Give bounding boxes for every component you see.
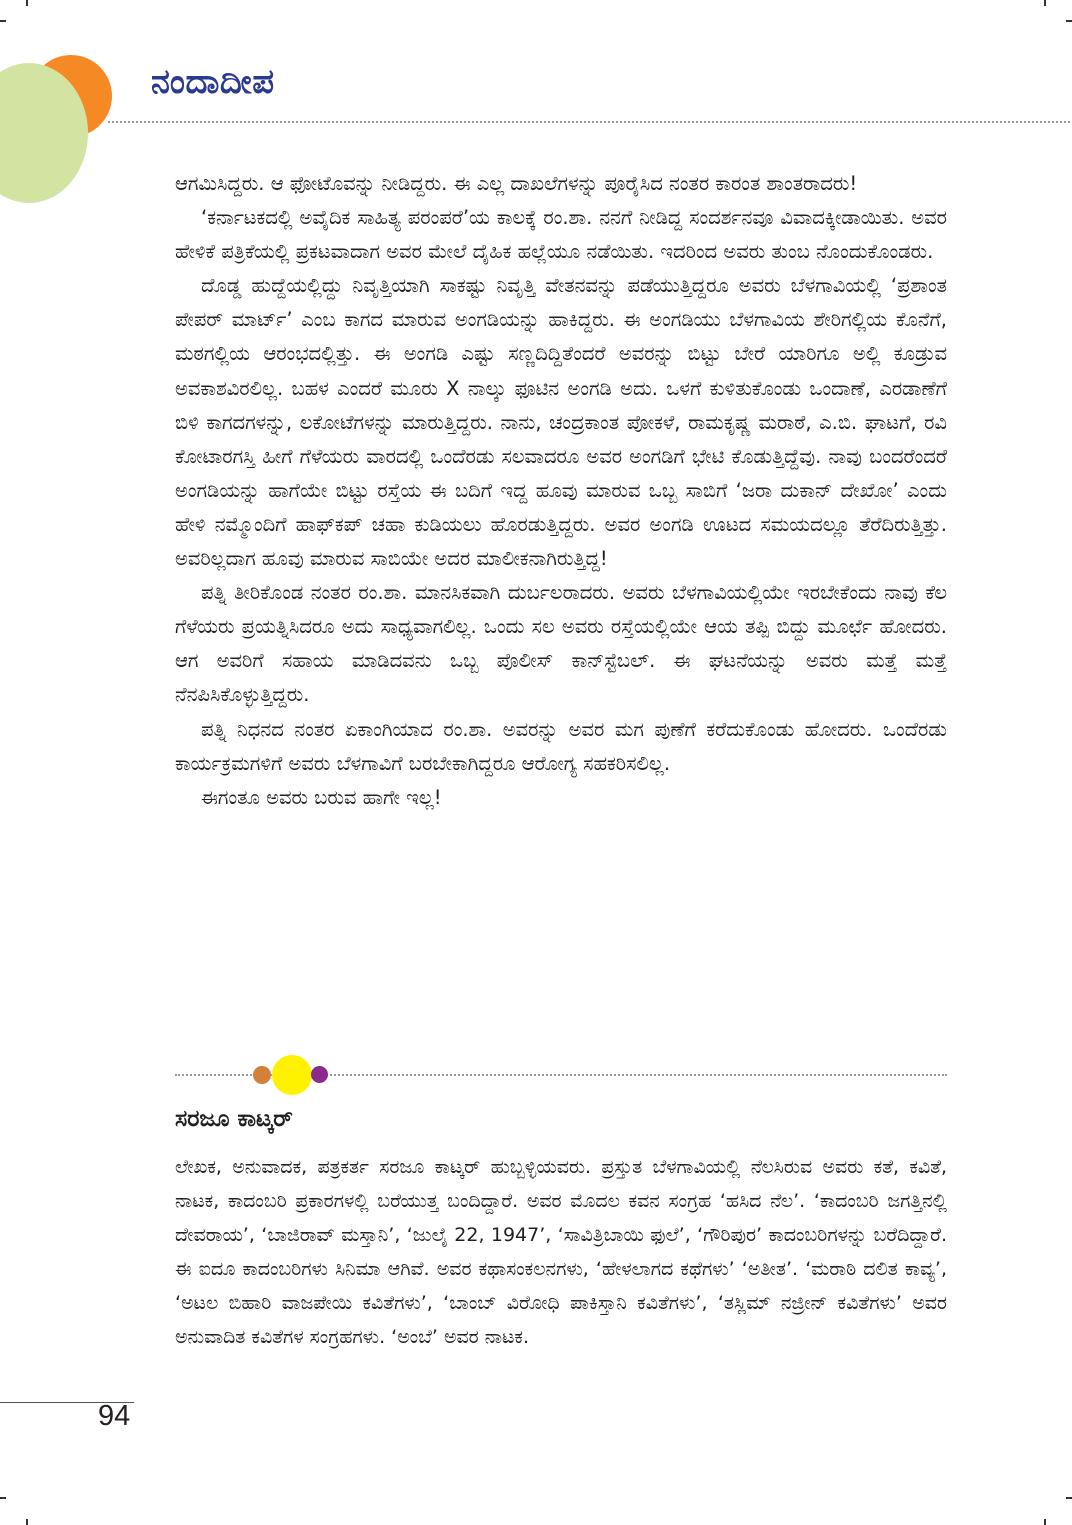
body-paragraph: ‘ಕರ್ನಾಟಕದಲ್ಲಿ ಅವೈದಿಕ ಸಾಹಿತ್ಯ ಪರಂಪರೆ’ಯ ಕಾಲಕ್ಕೆ ರಂ.ಶಾ. ನನಗೆ ನೀಡಿದ್ದ ಸಂದರ್ಶನವೂ ವಿವಾದಕ್ಕೀಡಾಯಿತು. ಅವರ ಹೇಳಿಕೆ ಪತ್ರಿಕೆಯಲ್ಲಿ ಪ್ರಕಟವಾದಾಗ ಅವರ ಮೇಲೆ ದೈಹಿಕ ಹಲ್ಲೆಯೂ ನಡೆಯಿತು. ಇದರಿಂದ ಅವರು ತುಂಬ ನೊಂದುಕೊಂಡರು.	[175, 206, 947, 264]
article-body	[175, 167, 947, 815]
separator-dot-purple	[311, 1066, 328, 1083]
crop-mark	[1066, 1497, 1072, 1499]
crop-mark	[1044, 0, 1046, 6]
crop-mark	[1044, 1519, 1046, 1525]
crop-mark	[26, 1519, 28, 1525]
crop-mark	[0, 20, 6, 22]
author-name: ಸರಜೂ ಕಾಟ್ಕರ್	[175, 1106, 293, 1132]
crop-mark	[1066, 20, 1072, 22]
author-bio: ಲೇಖಕ, ಅನುವಾದಕ, ಪತ್ರಕರ್ತ ಸರಜೂ ಕಾಟ್ಕರ್ ಹುಬ್ಬಳ್ಳಿಯವರು. ಪ್ರಸ್ತುತ ಬೆಳಗಾವಿಯಲ್ಲಿ ನೆಲಸಿರುವ ಅವರು ಕತೆ, ಕವಿತೆ, ನಾಟಕ, ಕಾದಂಬರಿ ಪ್ರಕಾರಗಳಲ್ಲಿ ಬರೆಯುತ್ತ ಬಂದಿದ್ದಾರೆ. ಅವರ ಮೊದಲ ಕವನ ಸಂಗ್ರಹ ‘ಹಸಿದ ನೆಲ’. ‘ಕಾದಂಬರಿ ಜಗತ್ತಿನಲ್ಲಿ ದೇವರಾಯ’, ‘ಬಾಜಿರಾವ್ ಮಸ್ತಾನಿ’, ‘ಜುಲೈ 22, 1947’, ‘ಸಾವಿತ್ರಿಬಾಯಿ ಫುಲೆ’, ‘ಗೌರಿಪುರ’ ಕಾದಂಬರಿಗಳನ್ನು ಬರೆದಿದ್ದಾರೆ. ಈ ಐದೂ ಕಾದಂಬರಿಗಳು ಸಿನಿಮಾ ಆಗಿವೆ. ಅವರ ಕಥಾಸಂಕಲನಗಳು, ‘ಹೇಳಲಾಗದ ಕಥೆಗಳು’ ‘ಅತೀತ’. ‘ಮರಾಠಿ ದಲಿತ ಕಾವ್ಯ’, ‘ಅಟಲ ಬಿಹಾರಿ ವಾಜಪೇಯಿ ಕವಿತೆಗಳು’, ‘ಬಾಂಬ್ ವಿರೋಧಿ ಪಾಕಿಸ್ತಾನಿ ಕವಿತೆಗಳು’, ‘ತಸ್ಲಿಮ್ ನಜ್ರೀನ್ ಕವಿತೆಗಳು’ ಅವರ ಅನುವಾದಿತ ಕವಿತೆಗಳ ಸಂಗ್ರಹಗಳು. ‘ಅಂಬೆ’ ಅವರ ನಾಟಕ.	[175, 1156, 947, 1349]
body-paragraph: ದೊಡ್ಡ ಹುದ್ದೆಯಲ್ಲಿದ್ದು ನಿವೃತ್ತಿಯಾಗಿ ಸಾಕಷ್ಟು ನಿವೃತ್ತಿ ವೇತನವನ್ನು ಪಡೆಯುತ್ತಿದ್ದರೂ ಅವರು ಬೆಳಗಾವಿಯಲ್ಲಿ ‘ಪ್ರಶಾಂತ ಪೇಪರ್ ಮಾರ್ಟ್’ ಎಂಬ ಕಾಗದ ಮಾರುವ ಅಂಗಡಿಯನ್ನು ಹಾಕಿದ್ದರು. ಈ ಅಂಗಡಿಯು ಬೆಳಗಾವಿಯ ಶೇರಿಗಲ್ಲಿಯ ಕೊನೆಗೆ, ಮಠಗಲ್ಲಿಯ ಆರಂಭದಲ್ಲಿತ್ತು. ಈ ಅಂಗಡಿ ಎಷ್ಟು ಸಣ್ಣದಿದ್ದಿತೆಂದರೆ ಅವರನ್ನು ಬಿಟ್ಟು ಬೇರೆ ಯಾರಿಗೂ ಅಲ್ಲಿ ಕೂಡ್ರುವ ಅವಕಾಶವಿರಲಿಲ್ಲ. ಬಹಳ ಎಂದರೆ ಮೂರು X ನಾಲ್ಕು ಫೂಟಿನ ಅಂಗಡಿ ಅದು. ಒಳಗೆ ಕುಳಿತುಕೊಂಡು ಒಂದಾಣೆ, ಎರಡಾಣೆಗೆ ಬಿಳಿ ಕಾಗದಗಳನ್ನು, ಲಕೋಟೆಗಳನ್ನು ಮಾರುತ್ತಿದ್ದರು. ನಾನು, ಚಂದ್ರಕಾಂತ ಪೋಕಳೆ, ರಾಮಕೃಷ್ಣ ಮರಾಠೆ, ಎ.ಬಿ. ಘಾಟಗೆ, ರವಿ ಕೋಟಾರಗಸ್ತಿ ಹೀಗೆ ಗೆಳೆಯರು ವಾರದಲ್ಲಿ ಒಂದೆರಡು ಸಲವಾದರೂ ಅವರ ಅಂಗಡಿಗೆ ಭೇಟಿ ಕೊಡುತ್ತಿದ್ದೆವು. ನಾವು ಬಂದರೆಂದರೆ ಅಂಗಡಿಯನ್ನು ಹಾಗೆಯೇ ಬಿಟ್ಟು ರಸ್ತೆಯ ಈ ಬದಿಗೆ ಇದ್ದ ಹೂವು ಮಾರುವ ಒಬ್ಬ ಸಾಬಿಗೆ ‘ಜರಾ ದುಕಾನ್ ದೇಖೋ’ ಎಂದು ಹೇಳಿ ನಮ್ಮೊಂದಿಗೆ ಹಾಫ್‌ಕಪ್ ಚಹಾ ಕುಡಿಯಲು ಹೊರಡುತ್ತಿದ್ದರು. ಅವರ ಅಂಗಡಿ ಊಟದ ಸಮಯದಲ್ಲೂ ತೆರೆದಿರುತ್ತಿತ್ತು. ಅವರಿಲ್ಲದಾಗ ಹೂವು ಮಾರುವ ಸಾಬಿಯೇ ಅದರ ಮಾಲೀಕನಾಗಿರುತ್ತಿದ್ದ!	[175, 274, 947, 571]
body-paragraph: ಈಗಂತೂ ಅವರು ಬರುವ ಹಾಗೇ ಇಲ್ಲ!	[201, 785, 442, 809]
crop-mark	[26, 0, 28, 6]
crop-mark	[0, 1497, 6, 1499]
separator-dot-yellow	[272, 1055, 312, 1095]
header-dotted-rule	[108, 121, 1070, 123]
body-paragraph: ಪತ್ನಿ ತೀರಿಕೊಂಡ ನಂತರ ರಂ.ಶಾ. ಮಾನಸಿಕವಾಗಿ ದುರ್ಬಲರಾದರು. ಅವರು ಬೆಳಗಾವಿಯಲ್ಲಿಯೇ ಇರಬೇಕೆಂದು ನಾವು ಕೆಲ ಗೆಳೆಯರು ಪ್ರಯತ್ನಿಸಿದರೂ ಅದು ಸಾಧ್ಯವಾಗಲಿಲ್ಲ. ಒಂದು ಸಲ ಅವರು ರಸ್ತೆಯಲ್ಲಿಯೇ ಆಯ ತಪ್ಪಿ ಬಿದ್ದು ಮೂರ್ಛೆ ಹೋದರು. ಆಗ ಅವರಿಗೆ ಸಹಾಯ ಮಾಡಿದವನು ಒಬ್ಬ ಪೊಲೀಸ್ ಕಾನ್‌ಸ್ಟೆಬಲ್. ಈ ಘಟನೆಯನ್ನು ಅವರು ಮತ್ತೆ ಮತ್ತೆ ನೆನಪಿಸಿಕೊಳ್ಳುತ್ತಿದ್ದರು.	[175, 581, 947, 707]
body-paragraph: ಆಗಮಿಸಿದ್ದರು. ಆ ಫೋಟೊವನ್ನು ನೀಡಿದ್ದರು. ಈ ಎಲ್ಲ ದಾಖಲೆಗಳನ್ನು ಪೂರೈಸಿದ ನಂತರ ಕಾರಂತ ಶಾಂತರಾದರು!	[175, 172, 858, 195]
separator-dot-orange	[253, 1066, 271, 1084]
running-header-title: ನಂದಾದೀಪ	[151, 62, 275, 102]
body-paragraph: ಪತ್ನಿ ನಿಧನದ ನಂತರ ಏಕಾಂಗಿಯಾದ ರಂ.ಶಾ. ಅವರನ್ನು ಅವರ ಮಗ ಪುಣೆಗೆ ಕರೆದುಕೊಂಡು ಹೋದರು. ಒಂದೆರಡು ಕಾರ್ಯಕ್ರಮಗಳಿಗೆ ಅವರು ಬೆಳಗಾವಿಗೆ ಬರಬೇಕಾಗಿದ್ದರೂ ಆರೋಗ್ಯ ಸಹಕರಿಸಲಿಲ್ಲ.	[175, 717, 947, 775]
page-number: 94	[98, 1400, 131, 1432]
